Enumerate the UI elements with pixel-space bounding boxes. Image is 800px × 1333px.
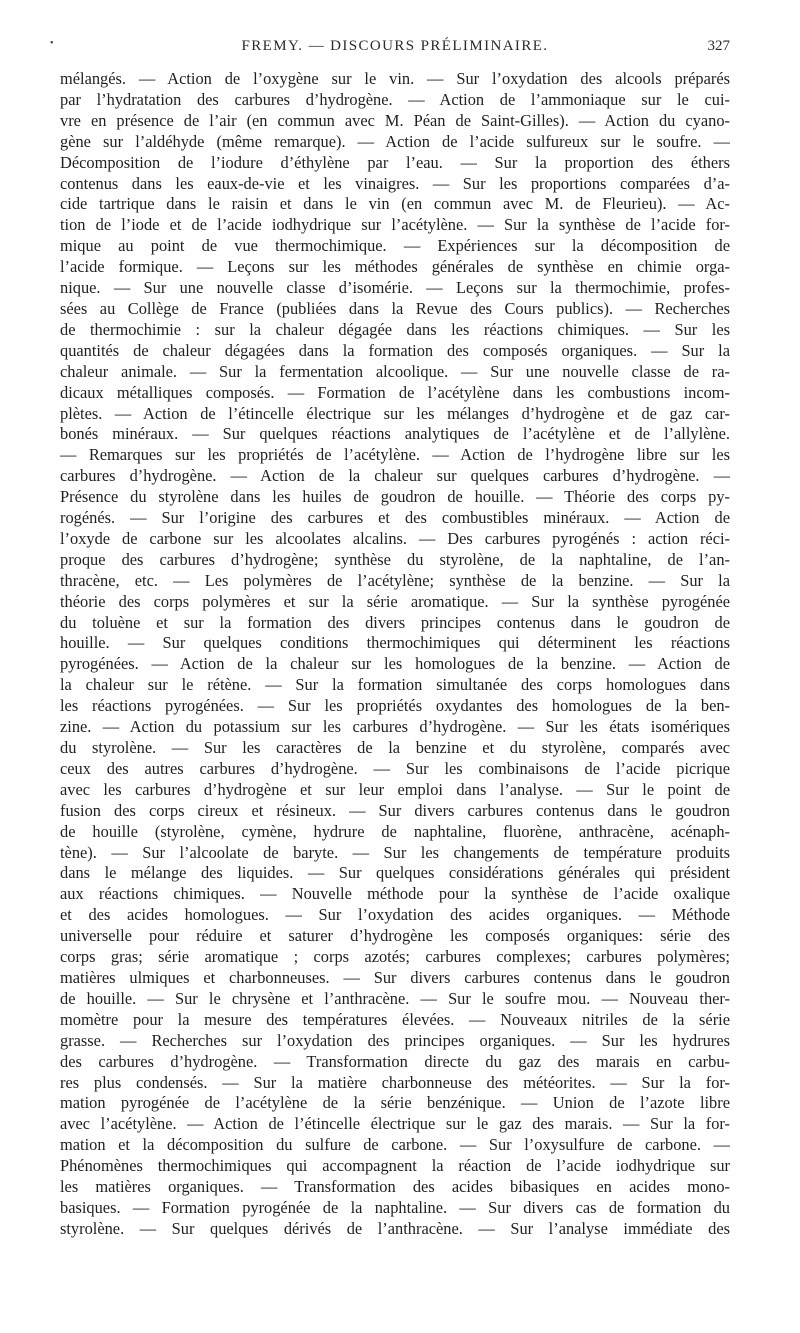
text-line: grasse. — Recherches sur l’oxydation des principes organiques. — Sur les hydrures [60, 1030, 730, 1050]
text-line: corps gras; série aromatique ; corps azotés; carbures complexes; carbures polymères; [60, 947, 730, 967]
text-line: du styrolène. — Sur les caractères de la benzine et du styrolène, comparés avec [60, 738, 730, 757]
text-line: vre en présence de l’air (en commun avec M. Péan de Saint-Gilles). — Action du cyano- [60, 110, 730, 130]
text-line: l’acide formique. — Leçons sur les méthodes générales de synthèse en chimie orga- [60, 257, 730, 277]
text-line: Présence du styrolène dans les huiles de goudron de houille. — Théorie des corps py- [60, 487, 730, 507]
text-line: mation et la décomposition du sulfure de carbone. — Sur l’oxysulfure de carbone. — [60, 1135, 730, 1155]
text-line: pyrogénées. — Action de la chaleur sur les homologues de la benzine. — Action de [60, 654, 730, 674]
text-line: fusion des corps cireux et résineux. — Sur divers carbures contenus dans le goudron [60, 800, 730, 820]
text-line: plètes. — Action de l’étincelle électrique sur les mélanges d’hydrogène et de gaz car- [60, 403, 730, 423]
text-line: l’oxyde de carbone sur les alcoolates alcalins. — Des carbures pyrogénés : action réci- [60, 528, 730, 548]
page-header [60, 38, 730, 62]
text-line: mélangés. — Action de l’oxygène sur le vin. — Sur l’oxydation des alcools préparés [60, 69, 730, 88]
text-line: sées au Collège de France (publiées dans la Revue des Cours publics). — Recherches [60, 298, 730, 318]
text-line: du toluène et sur la formation des divers principes contenus dans le goudron de [60, 612, 730, 632]
text-line: momètre pour la mesure des températures élevées. — Nouveaux nitriles de la série [60, 1009, 730, 1029]
text-line: mation pyrogénée de l’acétylène de la série benzénique. — Union de l’azote libre [60, 1093, 730, 1113]
text-line: avec l’acétylène. — Action de l’étincelle électrique sur le gaz des marais. — Sur la for- [60, 1114, 730, 1134]
text-line: rogénés. — Sur l’origine des carbures et des combustibles minéraux. — Action de [60, 508, 730, 528]
text-line: matières ulmiques et charbonneuses. — Sur divers carbures contenus dans le goudron [60, 967, 730, 987]
text-line: avec les carbures d’hydrogène et sur leur emploi dans l’analyse. — Sur le point de [60, 779, 730, 799]
text-line: de houille. — Sur le chrysène et l’anthracène. — Sur le soufre mou. — Nouveau ther- [60, 988, 730, 1008]
text-line: tène). — Sur l’alcoolate de baryte. — Sur les changements de température produits [60, 842, 730, 862]
text-line: les réactions pyrogénées. — Sur les propriétés oxydantes des homologues de la ben- [60, 696, 730, 716]
text-line: styrolène. — Sur quelques dérivés de l’anthracène. — Sur l’analyse immédiate des [60, 1218, 730, 1238]
text-line: chaleur animale. — Sur la fermentation alcoolique. — Sur une nouvelle classe de ra- [60, 361, 730, 381]
body-paragraph [60, 69, 730, 1240]
text-line: Phénomènes thermochimiques qui accompagnent la réaction de l’acide iodhydrique sur [60, 1156, 730, 1176]
text-line: dans le mélange des liquides. — Sur quelques considérations générales qui président [60, 863, 730, 883]
corner-dot-mark: • [50, 38, 54, 49]
text-line: ceux des autres carbures d’hydrogène. — Sur les combinaisons de l’acide picrique [60, 758, 730, 778]
text-line: les matières organiques. — Transformation des acides bibasiques en acides mono- [60, 1177, 730, 1197]
text-line: mique au point de vue thermochimique. — Expériences sur la décomposition de [60, 236, 730, 256]
text-line: nique. — Sur une nouvelle classe d’isomérie. — Leçons sur la thermochimie, profes- [60, 278, 730, 298]
text-line: dicaux métalliques composés. — Formation de l’acétylène dans les combustions incom- [60, 382, 730, 402]
text-line: universelle pour réduire et saturer d’hydrogène les composés organiques: série des [60, 926, 730, 946]
text-line: res plus condensés. — Sur la matière charbonneuse des météorites. — Sur la for- [60, 1072, 730, 1092]
text-line: zine. — Action du potassium sur les carbures d’hydrogène. — Sur les états isomériques [60, 717, 730, 737]
text-line: cide tartrique dans le raisin et dans le vin (en commun avec M. de Fleurieu). — Ac- [60, 194, 730, 214]
page-number: 327 [707, 38, 730, 54]
text-line: thracène, etc. — Les polymères de l’acétylène; synthèse de la benzine. — Sur la [60, 570, 730, 590]
text-line: quantités de chaleur dégagées dans la formation des composés organiques. — Sur la [60, 340, 730, 360]
text-line: par l’hydratation des carbures d’hydrogène. — Action de l’ammoniaque sur le cui- [60, 89, 730, 109]
text-line: des carbures d’hydrogène. — Transformation directe du gaz des marais en carbu- [60, 1051, 730, 1071]
text-line: de houille (styrolène, cymène, hydrure de naphtaline, fluorène, anthracène, acénaph- [60, 821, 730, 841]
text-line: houille. — Sur quelques conditions thermochimiques qui déterminent les réactions [60, 633, 730, 653]
text-line: et des acides homologues. — Sur l’oxydation des acides organiques. — Méthode [60, 905, 730, 925]
text-line: contenus dans les eaux-de-vie et les vinaigres. — Sur les proportions comparées d’a- [60, 173, 730, 193]
text-line: de thermochimie : sur la chaleur dégagée dans les réactions chimiques. — Sur les [60, 319, 730, 339]
text-line: gène sur l’aldéhyde (même remarque). — Action de l’acide sulfureux sur le soufre. — [60, 131, 730, 151]
text-line: aux réactions chimiques. — Nouvelle méthode pour la synthèse de l’acide oxalique [60, 884, 730, 904]
text-line: théorie des corps polymères et sur la série aromatique. — Sur la synthèse pyrogénée [60, 591, 730, 611]
text-line: tion de l’iode et de l’acide iodhydrique sur l’acétylène. — Sur la synthèse de l’acide for- [60, 215, 730, 235]
text-line: — Remarques sur les propriétés de l’acétylène. — Action de l’hydrogène libre sur les [60, 445, 730, 465]
text-line: Décomposition de l’iodure d’éthylène par l’eau. — Sur la proportion des éthers [60, 152, 730, 172]
running-head: FREMY. — DISCOURS PRÉLIMINAIRE. [241, 38, 549, 54]
text-line: carbures d’hydrogène. — Action de la chaleur sur quelques carbures d’hydrogène. — [60, 466, 730, 486]
text-line: proque des carbures d’hydrogène; synthèse du styrolène, de la naphtaline, de l’an- [60, 549, 730, 569]
text-line: basiques. — Formation pyrogénée de la naphtaline. — Sur divers cas de formation du [60, 1197, 730, 1217]
text-line: la chaleur sur le rétène. — Sur la formation simultanée des corps homologues dans [60, 675, 730, 695]
text-line: bonés minéraux. — Sur quelques réactions analytiques de l’acétylène et de l’allylène. [60, 424, 730, 444]
